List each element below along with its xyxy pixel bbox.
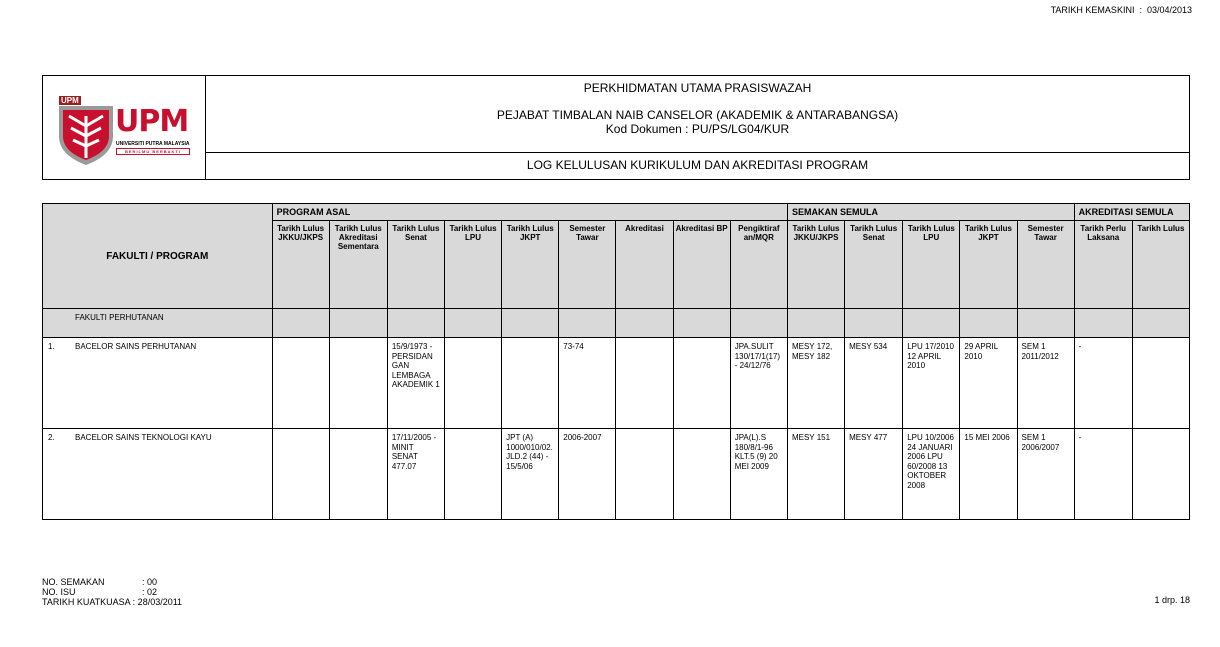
col-header: Tarikh Lulus JKKU/JKPS (272, 221, 329, 309)
col-header: Tarikh Lulus LPU (903, 221, 960, 309)
logo-mini-text: UPM (61, 96, 79, 105)
table-cell: LPU 17/2010 12 APRIL 2010 (903, 338, 960, 429)
faculty-row (43, 309, 1190, 338)
table-cell: 73-74 (559, 338, 616, 429)
program-cell: 1. BACELOR SAINS PERHUTANAN (43, 338, 273, 429)
table-cell: 15/9/1973 - PERSIDAN GAN LEMBAGA AKADEMIK 1 (387, 338, 444, 429)
header-title: PERKHIDMATAN UTAMA PRASISWAZAH (583, 81, 812, 95)
table-cell (616, 338, 673, 429)
table-cell: JPA.SULIT 130/17/1(17) - 24/12/76 (730, 338, 787, 429)
col-header: Semester Tawar (1017, 221, 1074, 309)
table-cell (616, 429, 673, 520)
logo-text: UPM (115, 104, 189, 139)
col-header: Tarikh Lulus JKKU/JKPS (787, 221, 844, 309)
col-header: Tarikh Lulus Senat (387, 221, 444, 309)
header-divider (206, 152, 1189, 153)
logo-university-name: UNIVERSITI PUTRA MALAYSIA (116, 141, 190, 147)
table-cell: LPU 10/2006 24 JANUARI 2006 LPU 60/2008 13 OKTOBER 2008 (903, 429, 960, 520)
col-header: Semester Tawar (559, 221, 616, 309)
header-office: PEJABAT TIMBALAN NAIB CANSELOR (AKADEMIK & ANTARABANGSA) (496, 108, 899, 122)
table-row (43, 429, 1190, 520)
group-semakan-semula: SEMAKAN SEMULA (787, 204, 1074, 221)
table-cell (502, 338, 559, 429)
table-cell (272, 429, 329, 520)
isu-label: NO. ISU (42, 587, 76, 597)
table-cell: MESY 477 (845, 429, 903, 520)
isu-value: : 02 (142, 587, 158, 597)
col-header: Tarikh Lulus Akreditasi Sementara (329, 221, 387, 309)
col-header: Tarikh Lulus JKPT (502, 221, 559, 309)
col-header: Tarikh Perlu Laksana (1074, 221, 1132, 309)
curriculum-log-table (42, 203, 1190, 520)
col-header: Tarikh Lulus Senat (845, 221, 903, 309)
table-cell: 15 MEI 2006 (960, 429, 1017, 520)
document-title: LOG KELULUSAN KURIKULUM DAN AKREDITASI PROGRAM (526, 158, 869, 172)
table-cell (444, 338, 501, 429)
col-header: Pengiktiraf an/MQR (730, 221, 787, 309)
table-cell (1132, 338, 1189, 429)
table-cell: 2006-2007 (559, 429, 616, 520)
table-cell (673, 429, 730, 520)
upm-crest-icon (57, 102, 115, 166)
faculty-name: FAKULTI PERHUTANAN (43, 309, 273, 338)
table-cell: JPT (A) 1000/010/02. JLD.2 (44) - 15/5/06 (502, 429, 559, 520)
logo-motto: BERILMU BERBAKTI (116, 148, 190, 155)
table-cell (272, 338, 329, 429)
update-date: TARIKH KEMASKINI : 03/04/2013 (1050, 5, 1192, 15)
col-header: Akreditasi (616, 221, 673, 309)
document-control-info (42, 577, 182, 607)
table-cell (329, 429, 387, 520)
table-cell (329, 338, 387, 429)
program-cell: 2. BACELOR SAINS TEKNOLOGI KAYU (43, 429, 273, 520)
semakan-value: : 00 (142, 577, 158, 587)
table-cell: 29 APRIL 2010 (960, 338, 1017, 429)
group-program-asal: PROGRAM ASAL (272, 204, 787, 221)
col-header: Tarikh Lulus (1132, 221, 1189, 309)
table-cell: - (1074, 338, 1132, 429)
kuatkuasa-date: TARIKH KUATKUASA : 28/03/2011 (42, 597, 183, 607)
col-header: Akreditasi BP (673, 221, 730, 309)
semakan-label: NO. SEMAKAN (42, 577, 105, 587)
table-cell: MESY 534 (845, 338, 903, 429)
col-faculty-program: FAKULTI / PROGRAM (43, 204, 273, 309)
document-header (42, 75, 1190, 180)
table-row (43, 338, 1190, 429)
table-cell: MESY 151 (787, 429, 844, 520)
col-header: Tarikh Lulus LPU (444, 221, 501, 309)
col-header: Tarikh Lulus JKPT (960, 221, 1017, 309)
table-cell (1132, 429, 1189, 520)
document-code: Kod Dokumen : PU/PS/LG04/KUR (605, 122, 790, 136)
table-cell: SEM 1 2006/2007 (1017, 429, 1074, 520)
table-cell: - (1074, 429, 1132, 520)
table-cell (673, 338, 730, 429)
table-cell: SEM 1 2011/2012 (1017, 338, 1074, 429)
table-cell: MESY 172, MESY 182 (787, 338, 844, 429)
table-cell (444, 429, 501, 520)
table-cell: 17/11/2005 - MINIT SENAT 477.07 (387, 429, 444, 520)
page-number: 1 drp. 18 (1154, 595, 1190, 605)
upm-logo (57, 96, 193, 160)
group-akreditasi-semula: AKREDITASI SEMULA (1074, 204, 1189, 221)
table-cell: JPA(L).S 180/8/1-96 KLT.5 (9) 20 MEI 2009 (730, 429, 787, 520)
logo-cell (43, 76, 206, 179)
